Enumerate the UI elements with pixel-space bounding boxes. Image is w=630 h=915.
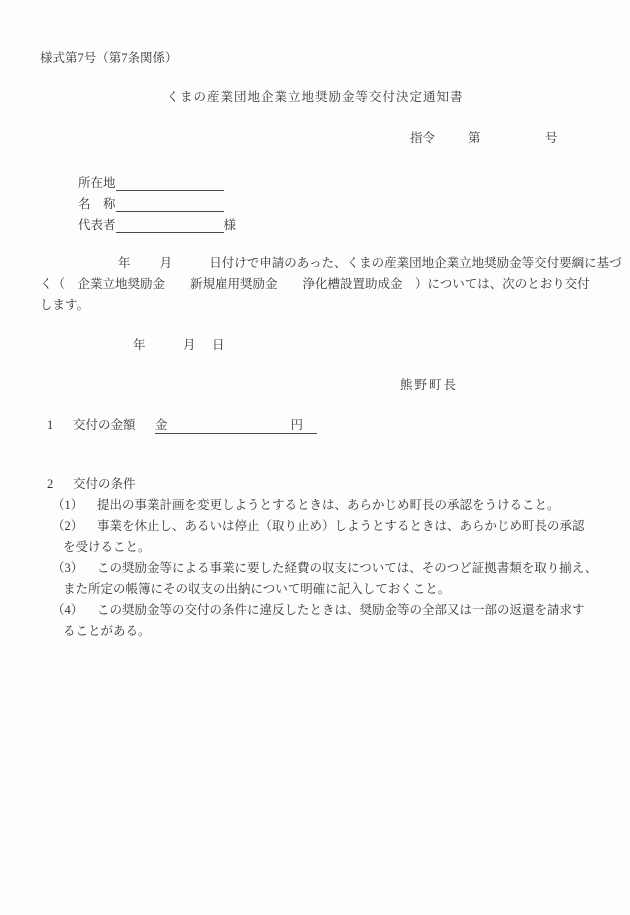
representative-label: 代表者: [78, 218, 116, 232]
addressee-location-row: [78, 176, 224, 191]
condition-1-marker: （1）: [52, 498, 84, 512]
condition-2-text-line1: 事業を休止し、あるいは停止（取り止め）しようとするときは、あらかじめ町長の承認: [97, 519, 585, 533]
name-blank-field: [116, 197, 224, 212]
representative-blank-field: [116, 218, 224, 233]
directive-number-prefix: 第: [468, 131, 481, 145]
condition-3-marker: （3）: [52, 561, 84, 575]
condition-2-text-line2: を受けること。: [63, 540, 151, 554]
amount-blank-field: [155, 418, 317, 434]
condition-4-text-line1: この奨励金等の交付の条件に違反したときは、奨励金等の全部又は一部の返還を請求す: [97, 603, 585, 617]
section2-number: 2: [47, 477, 54, 491]
condition-4-marker: （4）: [52, 603, 84, 617]
body-paragraph-line2: く（ 企業立地奨励金 新規雇用奨励金 浄化槽設置助成金 ）については、次のとおり交付: [40, 277, 590, 291]
issue-month-label: 月: [183, 338, 196, 352]
condition-1-text: 提出の事業計画を変更しようとするときは、あらかじめ町長の承認をうけること。: [97, 498, 560, 512]
condition-3-text-line1: この奨励金等による事業に要した経費の収支については、そのつど証拠書類を取り揃え、: [97, 561, 598, 575]
location-label: 所在地: [78, 176, 116, 190]
body-text-line1: 日付けで申請のあった、くまの産業団地企業立地奨励金等交付要綱に基づ: [209, 256, 622, 270]
document-title: くまの産業団地企業立地奨励金等交付決定通知書: [166, 90, 464, 104]
location-blank-field: [116, 176, 224, 191]
condition-2-marker: （2）: [52, 519, 84, 533]
amount-suffix: 円: [290, 418, 303, 432]
honorific-label: 様: [223, 218, 237, 232]
addressee-representative-row: [78, 218, 236, 233]
body-paragraph-line1: [40, 256, 622, 271]
directive-label: 指令: [410, 131, 436, 145]
condition-3-text-line2: また所定の帳簿にその収支の出納について明確に記入しておくこと。: [63, 582, 451, 596]
form-number: 様式第7号（第7条関係）: [40, 51, 178, 65]
issue-year-label: 年: [133, 338, 146, 352]
application-year-label: 年: [118, 256, 131, 270]
amount-prefix: 金: [155, 418, 168, 432]
body-paragraph-line3: します。: [40, 298, 90, 312]
directive-number-suffix: 号: [545, 131, 558, 145]
issue-day-label: 日: [212, 338, 225, 352]
application-month-label: 月: [159, 256, 173, 270]
name-label: 名 称: [78, 197, 116, 211]
section2-label: 交付の条件: [73, 477, 136, 491]
condition-4-text-line2: ることがある。: [63, 624, 151, 638]
section1-label: 交付の金額: [73, 418, 136, 432]
issuer-name: 熊野町長: [400, 378, 459, 392]
addressee-name-row: [78, 197, 224, 212]
section1-number: 1: [47, 418, 54, 432]
